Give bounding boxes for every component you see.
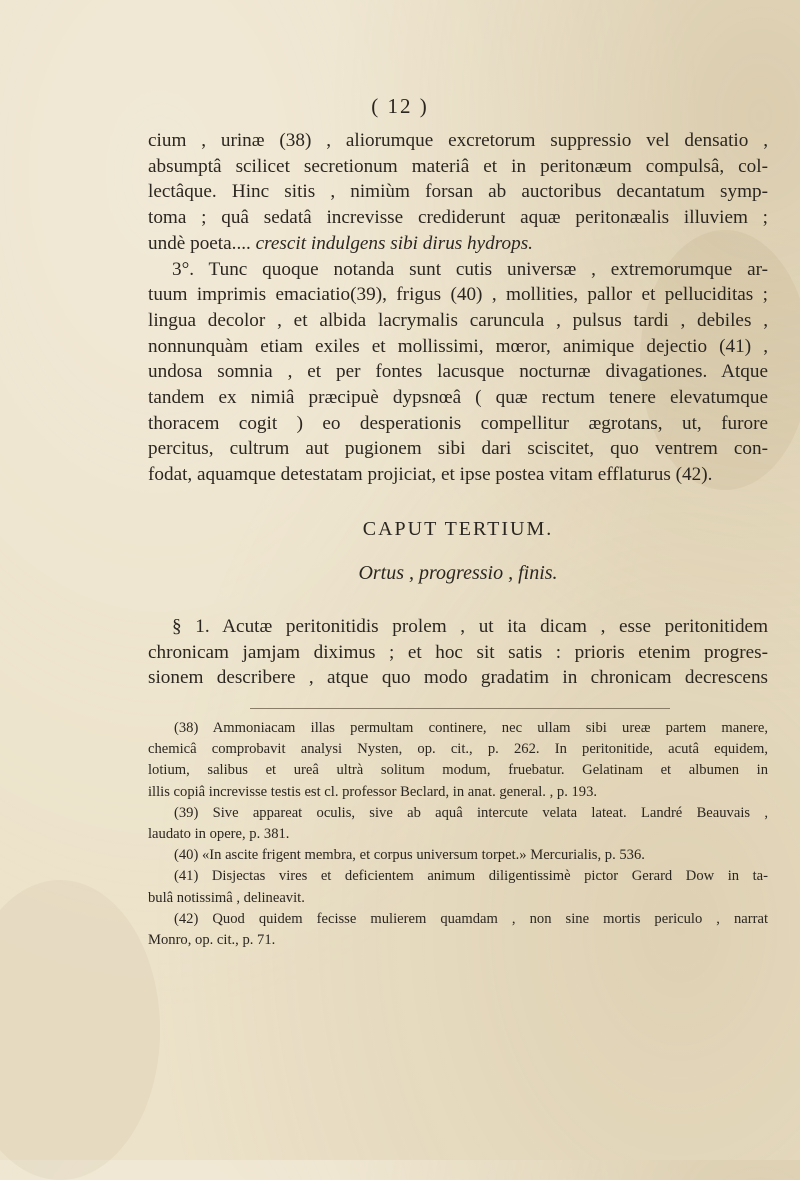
text-line: thoracem cogit ) eo desperationis compellitur ægrotans, ut, furore [148,412,768,434]
footnote-line: chemicâ comprobavit analysi Nysten, op. cit., p. 262. In peritonitide, acutâ equidem, [148,741,768,758]
footnote-line: laudato in opere, p. 381. [148,826,290,843]
footnotes [148,718,768,951]
text-line: lingua decolor , et albida lacrymalis caruncula , pulsus tardi , debiles , [148,309,768,331]
footnote-line: Monro, op. cit., p. 71. [148,932,276,949]
text-line: 3°. Tunc quoque notanda sunt cutis universæ , extremorumque ar- [172,258,768,280]
section-paragraph [148,614,768,691]
footnote-divider [250,708,670,709]
text-line: percitus, cultrum aut pugionem sibi dari sciscitet, quo ventrem con- [148,438,768,460]
text-line: undosa somnia , et per fontes lacusque nocturnæ divagationes. Atque [148,361,768,383]
text-line: sionem describere , atque quo modo gradatim in chronicam decrescens [148,667,768,689]
text-line [148,231,768,257]
page-number: ( 12 ) [371,94,429,118]
poeta-intro: undè poeta.... [148,232,256,254]
main-paragraph [148,128,768,488]
footnote-line: lotium, salibus et ureâ ultrà solitum modum, fruebatur. Gelatinam et albumen in [148,762,768,779]
text-line: fodat, aquamque detestatam projiciat, et ipse postea vitam efflaturus (42). [148,464,713,486]
text-line: § 1. Acutæ peritonitidis prolem , ut ita dicam , esse peritonitidem [172,616,768,637]
chapter-subtitle: Ortus , progressio , finis. [358,562,558,584]
footnote-line: (38) Ammoniacam illas permultam continere, nec ullam sibi ureæ partem manere, [174,720,768,736]
text-line: cium , urinæ (38) , aliorumque excretorum suppressio vel densatio , [148,130,768,151]
text-line: chronicam jamjam diximus ; et hoc sit satis : prioris etenim progres- [148,641,768,663]
footnote-line: (40) «In ascite frigent membra, et corpus universum torpet.» Mercurialis, p. 536. [174,847,645,864]
footnote-line: illis copiâ increvisse testis est cl. professor Beclard, in anat. general. , p. 193. [148,783,598,800]
footnote-line: (39) Sive appareat oculis, sive ab aquâ intercute velata lateat. Landré Beauvais , [174,804,768,821]
footnote-line: (41) Disjectas vires et deficientem animum diligentissimè pictor Gerard Dow in ta- [174,868,768,885]
text-line: nonnunquàm etiam exiles et mollissimi, mœror, animique dejectio (41) , [148,335,768,357]
text-line: lectâque. Hinc sitis , nimiùm forsan ab auctoribus decantatum symp- [148,181,768,203]
page-stain [0,880,160,1180]
text-line: tuum imprimis emaciatio(39), frigus (40) , mollities, pallor et pelluciditas ; [148,284,768,306]
chapter-heading: CAPUT TERTIUM. [362,518,554,540]
footnote-line: bulâ notissimâ , delineavit. [148,889,305,906]
text-line: absumptâ scilicet secretionum materiâ et in peritonæum compulsâ, col- [148,155,768,177]
footnote-line: (42) Quod quidem fecisse mulierem quamdam , non sine mortis periculo , narrat [174,910,768,927]
poeta-quote: crescit indulgens sibi dirus hydrops. [255,232,533,254]
text-line: toma ; quâ sedatâ increvisse crediderunt aquæ peritonæalis illuviem ; [148,207,768,229]
text-line: tandem ex nimiâ præcipuè dypsnœâ ( quæ rectum tenere elevatumque [148,387,768,409]
